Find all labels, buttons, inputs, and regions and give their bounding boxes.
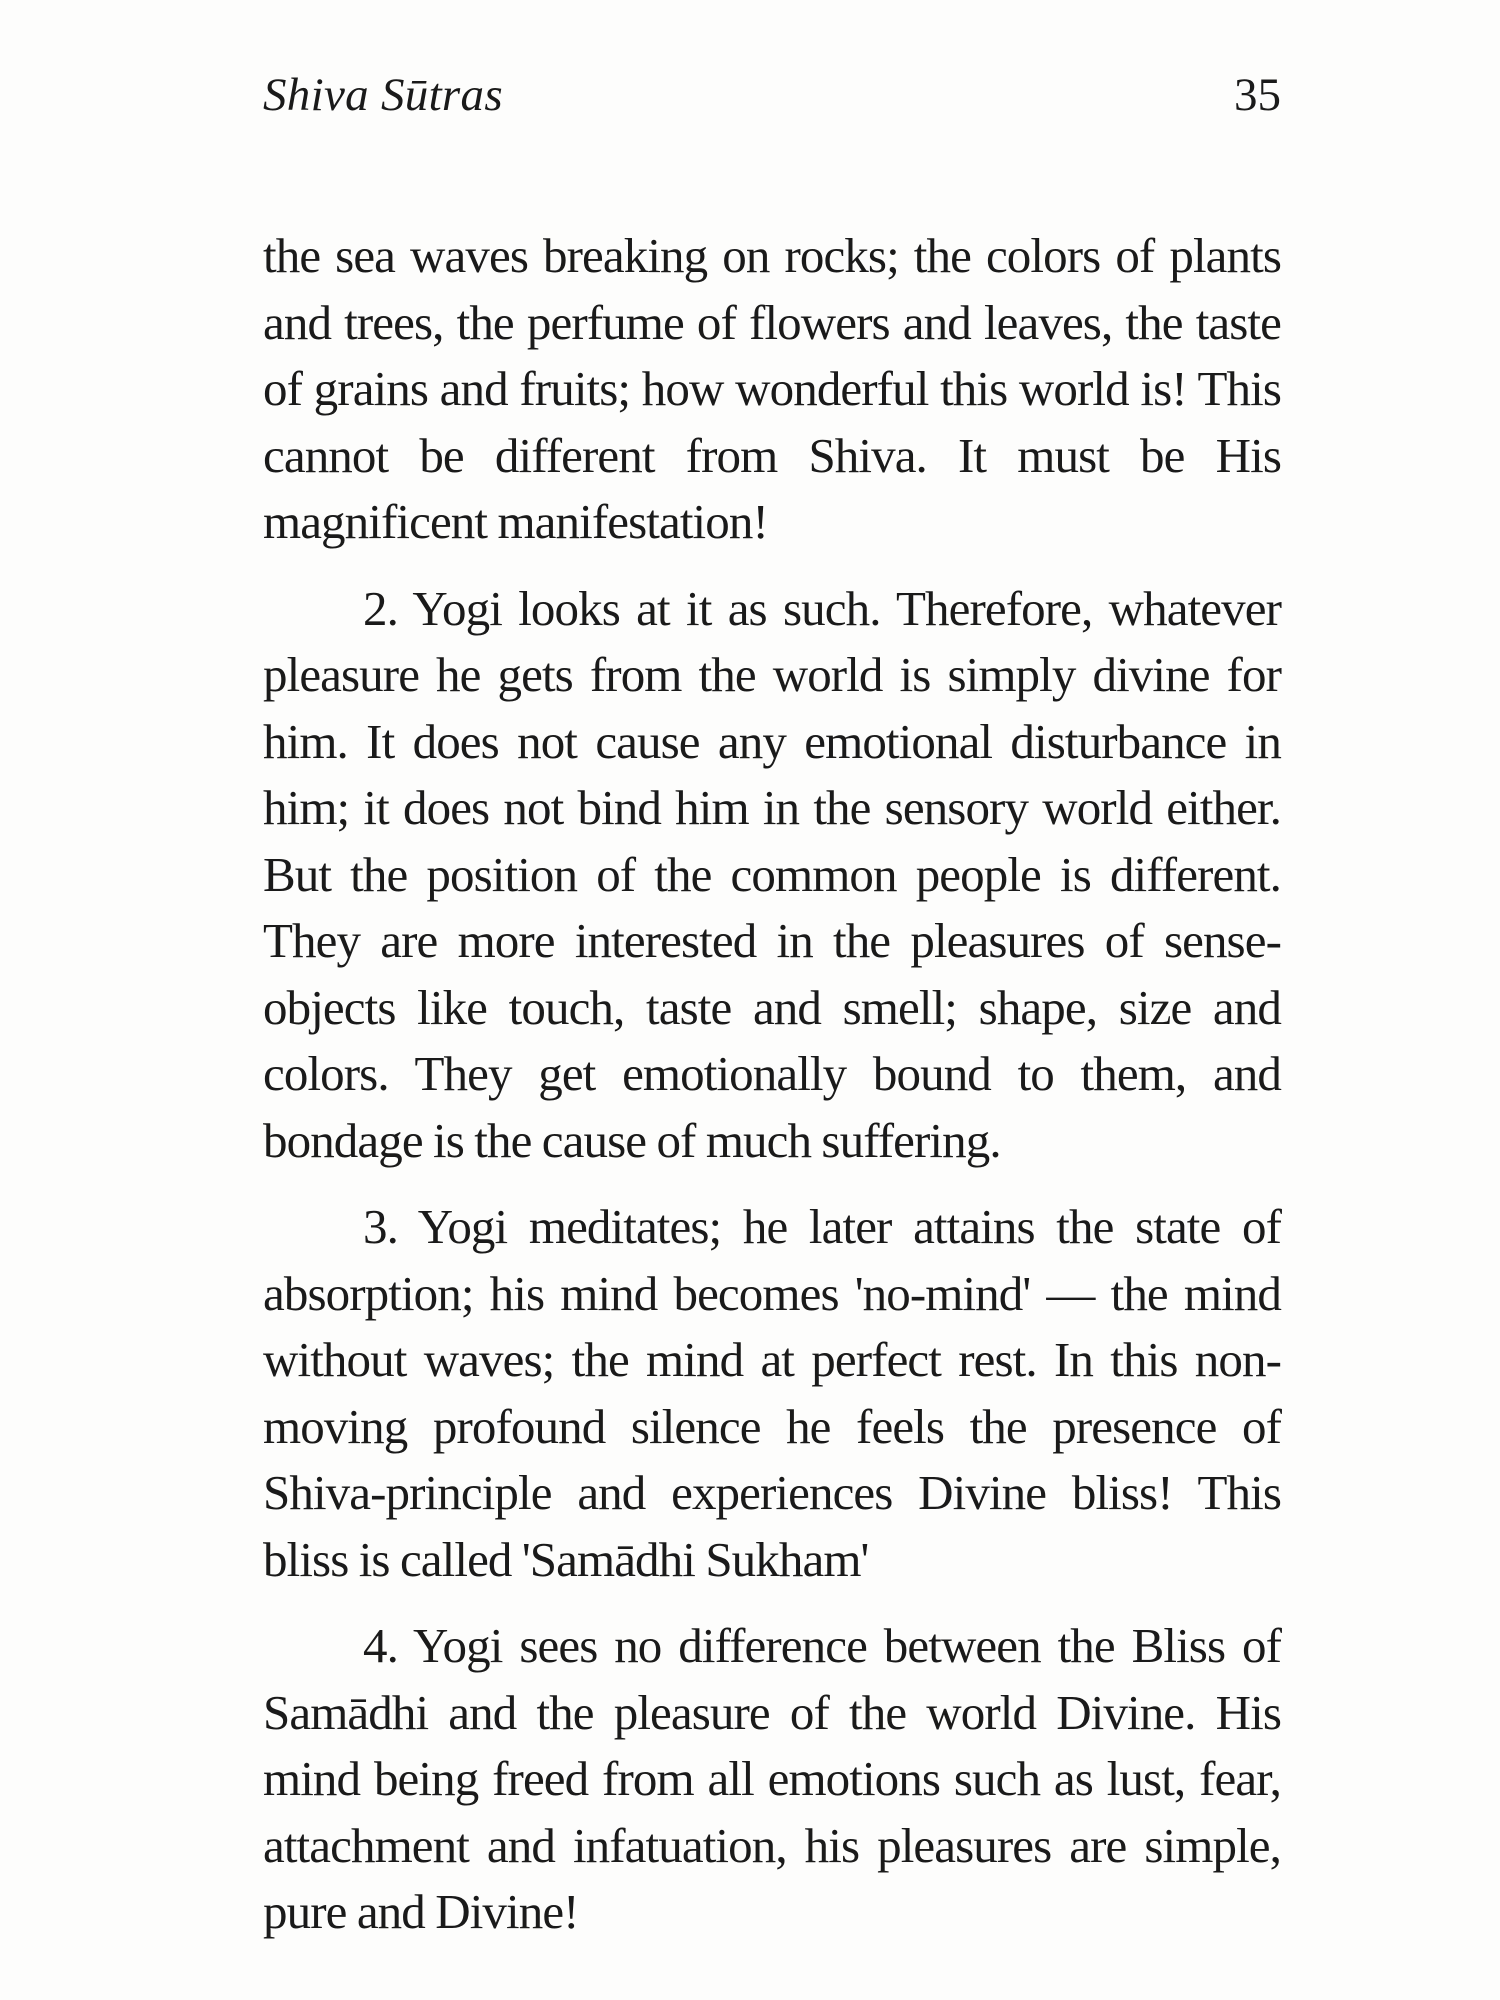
paragraph-4: 4. Yogi sees no difference between the Bliss of Samādhi and the pleasure of the world Divine. His mind being freed from all emotions such as lust, fear, attachment and infatuation, his pleasures are simple, pure and Divine! [263,1618,1281,1939]
paragraph-continuation: the sea waves breaking on rocks; the colors of plants and trees, the perfume of flowers and leaves, the taste of grains and fruits; how wonderful this world is! This cannot be different from Shiva. It must be His magnificent manifestation! [263,228,1281,549]
page-number: 35 [1234,69,1281,121]
paragraph-3: 3. Yogi meditates; he later attains the state of absorption; his mind becomes 'no-mind' — the mind without waves; the mind at perfect rest. In this non-moving profound silence he feels the presence of Shiva-principle and experiences Divine bliss! This bliss is called 'Samādhi Sukham' [263,1199,1281,1587]
book-title: Shiva Sūtras [263,69,503,121]
paragraph-2: 2. Yogi looks at it as such. Therefore, whatever pleasure he gets from the world is simply divine for him. It does not cause any emotional disturbance in him; it does not bind him in the sensory world either. But the position of the common people is different. They are more interested in the pleasures of sense-objects like touch, taste and smell; shape, size and colors. They get emotionally bound to them, and bondage is the cause of much suffering. [263,580,1281,1168]
running-head [263,60,1281,130]
body-text [263,223,1281,1966]
